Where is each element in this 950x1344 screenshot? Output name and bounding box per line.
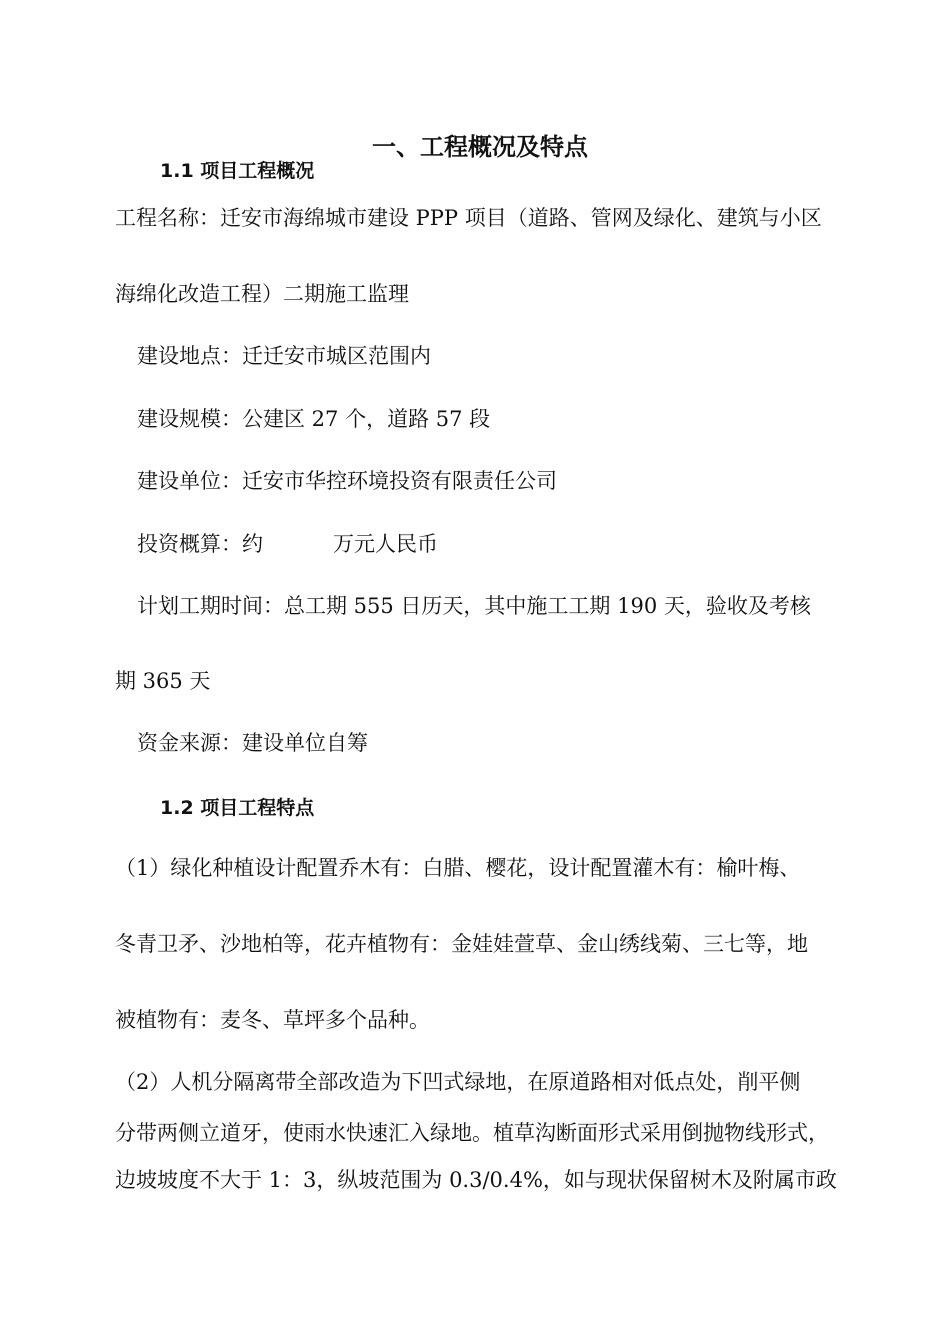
project-owner: 建设单位：迁安市华控环境投资有限责任公司 [137,469,557,493]
project-scale: 建设规模：公建区 27 个，道路 57 段 [137,407,491,431]
feature-2-line-3: 边坡坡度不大于 1：3，纵坡范围为 0.3/0.4%，如与现状保留树木及附属市政 [115,1168,837,1192]
investment-unit: 万元人民币 [333,532,438,556]
schedule-line-1: 计划工期时间：总工期 555 日历天，其中施工工期 190 天，验收及考核 [137,594,811,618]
feature-1-line-1: （1）绿化种植设计配置乔木有：白腊、樱花，设计配置灌木有：榆叶梅、 [115,856,801,880]
project-investment [137,532,438,556]
project-name-line-1: 工程名称：迁安市海绵城市建设 PPP 项目（道路、管网及绿化、建筑与小区 [115,206,822,230]
schedule-line-2: 期 365 天 [115,669,211,693]
section-heading-features: 1.2 项目工程特点 [160,797,315,819]
feature-2-line-1: （2）人机分隔离带全部改造为下凹式绿地，在原道路相对低点处，削平侧 [115,1070,801,1094]
investment-label: 投资概算：约 [137,532,263,556]
funding-source: 资金来源：建设单位自筹 [137,731,368,755]
feature-2-line-2: 分带两侧立道牙，使雨水快速汇入绿地。植草沟断面形式采用倒抛物线形式， [115,1121,829,1145]
section-heading-overview: 1.1 项目工程概况 [160,160,315,182]
page-title: 一、工程概况及特点 [372,133,588,161]
project-name-line-2: 海绵化改造工程）二期施工监理 [115,282,409,306]
project-location: 建设地点：迁迁安市城区范围内 [137,344,431,368]
feature-1-line-2: 冬青卫矛、沙地柏等，花卉植物有：金娃娃萱草、金山绣线菊、三七等，地 [115,932,808,956]
feature-1-line-3: 被植物有：麦冬、草坪多个品种。 [115,1008,430,1032]
